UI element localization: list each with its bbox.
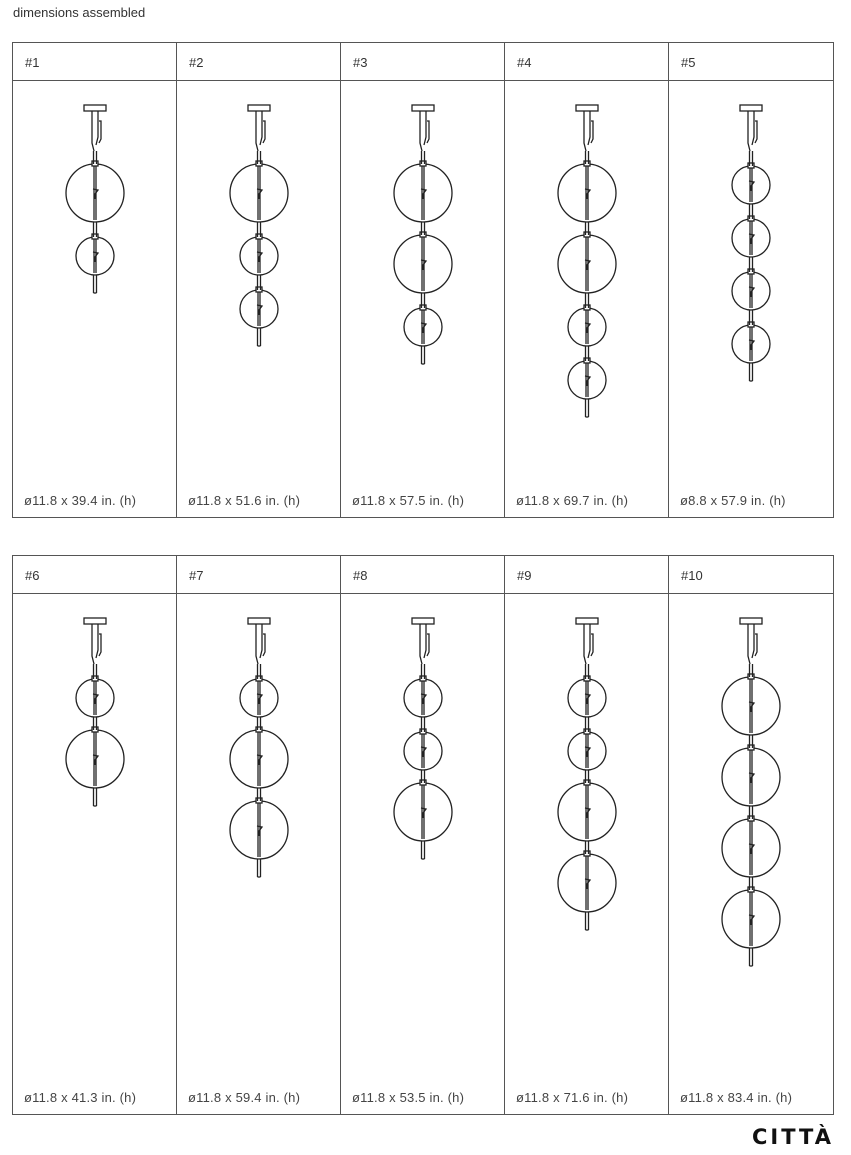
cable-adjuster-clip bbox=[263, 121, 265, 143]
cable-adjuster-clip bbox=[427, 121, 429, 143]
configuration-panel bbox=[341, 43, 505, 517]
configuration-number: #10 bbox=[669, 556, 833, 594]
fixture-drawing-area bbox=[13, 594, 176, 1114]
large-globe bbox=[394, 232, 452, 293]
configuration-number: #1 bbox=[13, 43, 176, 81]
large-globe bbox=[722, 674, 780, 735]
small-globe bbox=[76, 234, 114, 275]
configuration-panel bbox=[505, 556, 669, 1114]
fixture-drawing-area bbox=[13, 81, 176, 517]
configuration-panel bbox=[669, 556, 833, 1114]
configuration-panel bbox=[177, 43, 341, 517]
small-globe bbox=[568, 358, 606, 399]
cable-adjuster bbox=[256, 117, 262, 151]
small-globe bbox=[240, 287, 278, 328]
small-globe bbox=[568, 676, 606, 717]
configuration-panel bbox=[13, 556, 177, 1114]
dimension-label: ø8.8 x 57.9 in. (h) bbox=[680, 493, 786, 508]
ceiling-canopy bbox=[740, 618, 762, 624]
pendant-fixture bbox=[66, 105, 124, 293]
small-globe bbox=[568, 729, 606, 770]
large-globe bbox=[230, 798, 288, 859]
pendant-fixture bbox=[230, 105, 288, 346]
configuration-grid-row-1 bbox=[12, 42, 834, 518]
ceiling-canopy bbox=[412, 618, 434, 624]
fixture-drawing-area bbox=[669, 594, 833, 1114]
fixture-drawing-area bbox=[505, 594, 668, 1114]
pendant-fixture-drawing bbox=[669, 81, 833, 517]
page-heading: dimensions assembled bbox=[13, 5, 146, 20]
large-globe bbox=[230, 161, 288, 222]
small-globe bbox=[240, 676, 278, 717]
configuration-number: #8 bbox=[341, 556, 504, 594]
dimension-label: ø11.8 x 39.4 in. (h) bbox=[24, 493, 137, 508]
small-globe bbox=[732, 216, 770, 257]
configuration-number: #7 bbox=[177, 556, 340, 594]
large-globe bbox=[230, 727, 288, 788]
dimension-label: ø11.8 x 69.7 in. (h) bbox=[516, 493, 629, 508]
cable-adjuster bbox=[92, 630, 98, 664]
configuration-panel bbox=[341, 556, 505, 1114]
configuration-panel bbox=[177, 556, 341, 1114]
pendant-fixture-drawing bbox=[177, 594, 341, 1114]
pendant-fixture bbox=[66, 618, 124, 806]
configuration-number: #6 bbox=[13, 556, 176, 594]
small-globe bbox=[732, 269, 770, 310]
pendant-fixture bbox=[558, 618, 616, 930]
configuration-number: #4 bbox=[505, 43, 668, 81]
cable-adjuster bbox=[420, 630, 426, 664]
pendant-fixture bbox=[394, 105, 452, 364]
cable-adjuster bbox=[748, 630, 754, 664]
citta-logo: CITTÀ bbox=[752, 1125, 834, 1149]
pendant-fixture-drawing bbox=[505, 81, 669, 517]
small-globe bbox=[404, 729, 442, 770]
pendant-fixture-drawing bbox=[341, 594, 505, 1114]
ceiling-canopy bbox=[576, 105, 598, 111]
large-globe bbox=[558, 232, 616, 293]
pendant-fixture-drawing bbox=[505, 594, 669, 1114]
configuration-number: #2 bbox=[177, 43, 340, 81]
small-globe bbox=[732, 322, 770, 363]
pendant-fixture-drawing bbox=[669, 594, 833, 1114]
pendant-fixture bbox=[732, 105, 770, 381]
ceiling-canopy bbox=[84, 618, 106, 624]
cable-adjuster bbox=[584, 117, 590, 151]
small-globe bbox=[732, 163, 770, 204]
pendant-fixture bbox=[394, 618, 452, 859]
pendant-fixture-drawing bbox=[177, 81, 341, 517]
dimension-label: ø11.8 x 57.5 in. (h) bbox=[352, 493, 465, 508]
ceiling-canopy bbox=[84, 105, 106, 111]
large-globe bbox=[66, 727, 124, 788]
small-globe bbox=[568, 305, 606, 346]
cable-adjuster-clip bbox=[591, 634, 593, 656]
large-globe bbox=[722, 816, 780, 877]
small-globe bbox=[404, 305, 442, 346]
large-globe bbox=[394, 161, 452, 222]
dimension-label: ø11.8 x 41.3 in. (h) bbox=[24, 1090, 137, 1105]
ceiling-canopy bbox=[248, 618, 270, 624]
cable-adjuster bbox=[584, 630, 590, 664]
large-globe bbox=[558, 161, 616, 222]
ceiling-canopy bbox=[412, 105, 434, 111]
pendant-fixture bbox=[230, 618, 288, 877]
ceiling-canopy bbox=[248, 105, 270, 111]
cable-adjuster-clip bbox=[99, 121, 101, 143]
large-globe bbox=[394, 780, 452, 841]
dimension-label: ø11.8 x 71.6 in. (h) bbox=[516, 1090, 629, 1105]
pendant-fixture-drawing bbox=[13, 81, 177, 517]
configuration-panel bbox=[505, 43, 669, 517]
fixture-drawing-area bbox=[177, 594, 340, 1114]
configuration-panel bbox=[669, 43, 833, 517]
fixture-drawing-area bbox=[505, 81, 668, 517]
fixture-drawing-area bbox=[669, 81, 833, 517]
dimension-label: ø11.8 x 83.4 in. (h) bbox=[680, 1090, 793, 1105]
cable-adjuster-clip bbox=[591, 121, 593, 143]
small-globe bbox=[404, 676, 442, 717]
dimension-label: ø11.8 x 51.6 in. (h) bbox=[188, 493, 301, 508]
large-globe bbox=[722, 887, 780, 948]
configuration-number: #5 bbox=[669, 43, 833, 81]
configuration-panel bbox=[13, 43, 177, 517]
pendant-fixture bbox=[722, 618, 780, 966]
dimension-label: ø11.8 x 59.4 in. (h) bbox=[188, 1090, 301, 1105]
cable-adjuster bbox=[748, 117, 754, 151]
pendant-fixture bbox=[558, 105, 616, 417]
cable-adjuster-clip bbox=[99, 634, 101, 656]
ceiling-canopy bbox=[740, 105, 762, 111]
cable-adjuster-clip bbox=[755, 121, 757, 143]
dimension-label: ø11.8 x 53.5 in. (h) bbox=[352, 1090, 465, 1105]
cable-adjuster bbox=[420, 117, 426, 151]
cable-adjuster bbox=[256, 630, 262, 664]
cable-adjuster-clip bbox=[427, 634, 429, 656]
configuration-number: #3 bbox=[341, 43, 504, 81]
configuration-grid-row-2 bbox=[12, 555, 834, 1115]
pendant-fixture-drawing bbox=[13, 594, 177, 1114]
fixture-drawing-area bbox=[341, 594, 504, 1114]
large-globe bbox=[722, 745, 780, 806]
pendant-fixture-drawing bbox=[341, 81, 505, 517]
small-globe bbox=[76, 676, 114, 717]
cable-adjuster-clip bbox=[263, 634, 265, 656]
fixture-drawing-area bbox=[341, 81, 504, 517]
configuration-number: #9 bbox=[505, 556, 668, 594]
large-globe bbox=[558, 851, 616, 912]
small-globe bbox=[240, 234, 278, 275]
ceiling-canopy bbox=[576, 618, 598, 624]
cable-adjuster bbox=[92, 117, 98, 151]
fixture-drawing-area bbox=[177, 81, 340, 517]
large-globe bbox=[558, 780, 616, 841]
cable-adjuster-clip bbox=[755, 634, 757, 656]
large-globe bbox=[66, 161, 124, 222]
